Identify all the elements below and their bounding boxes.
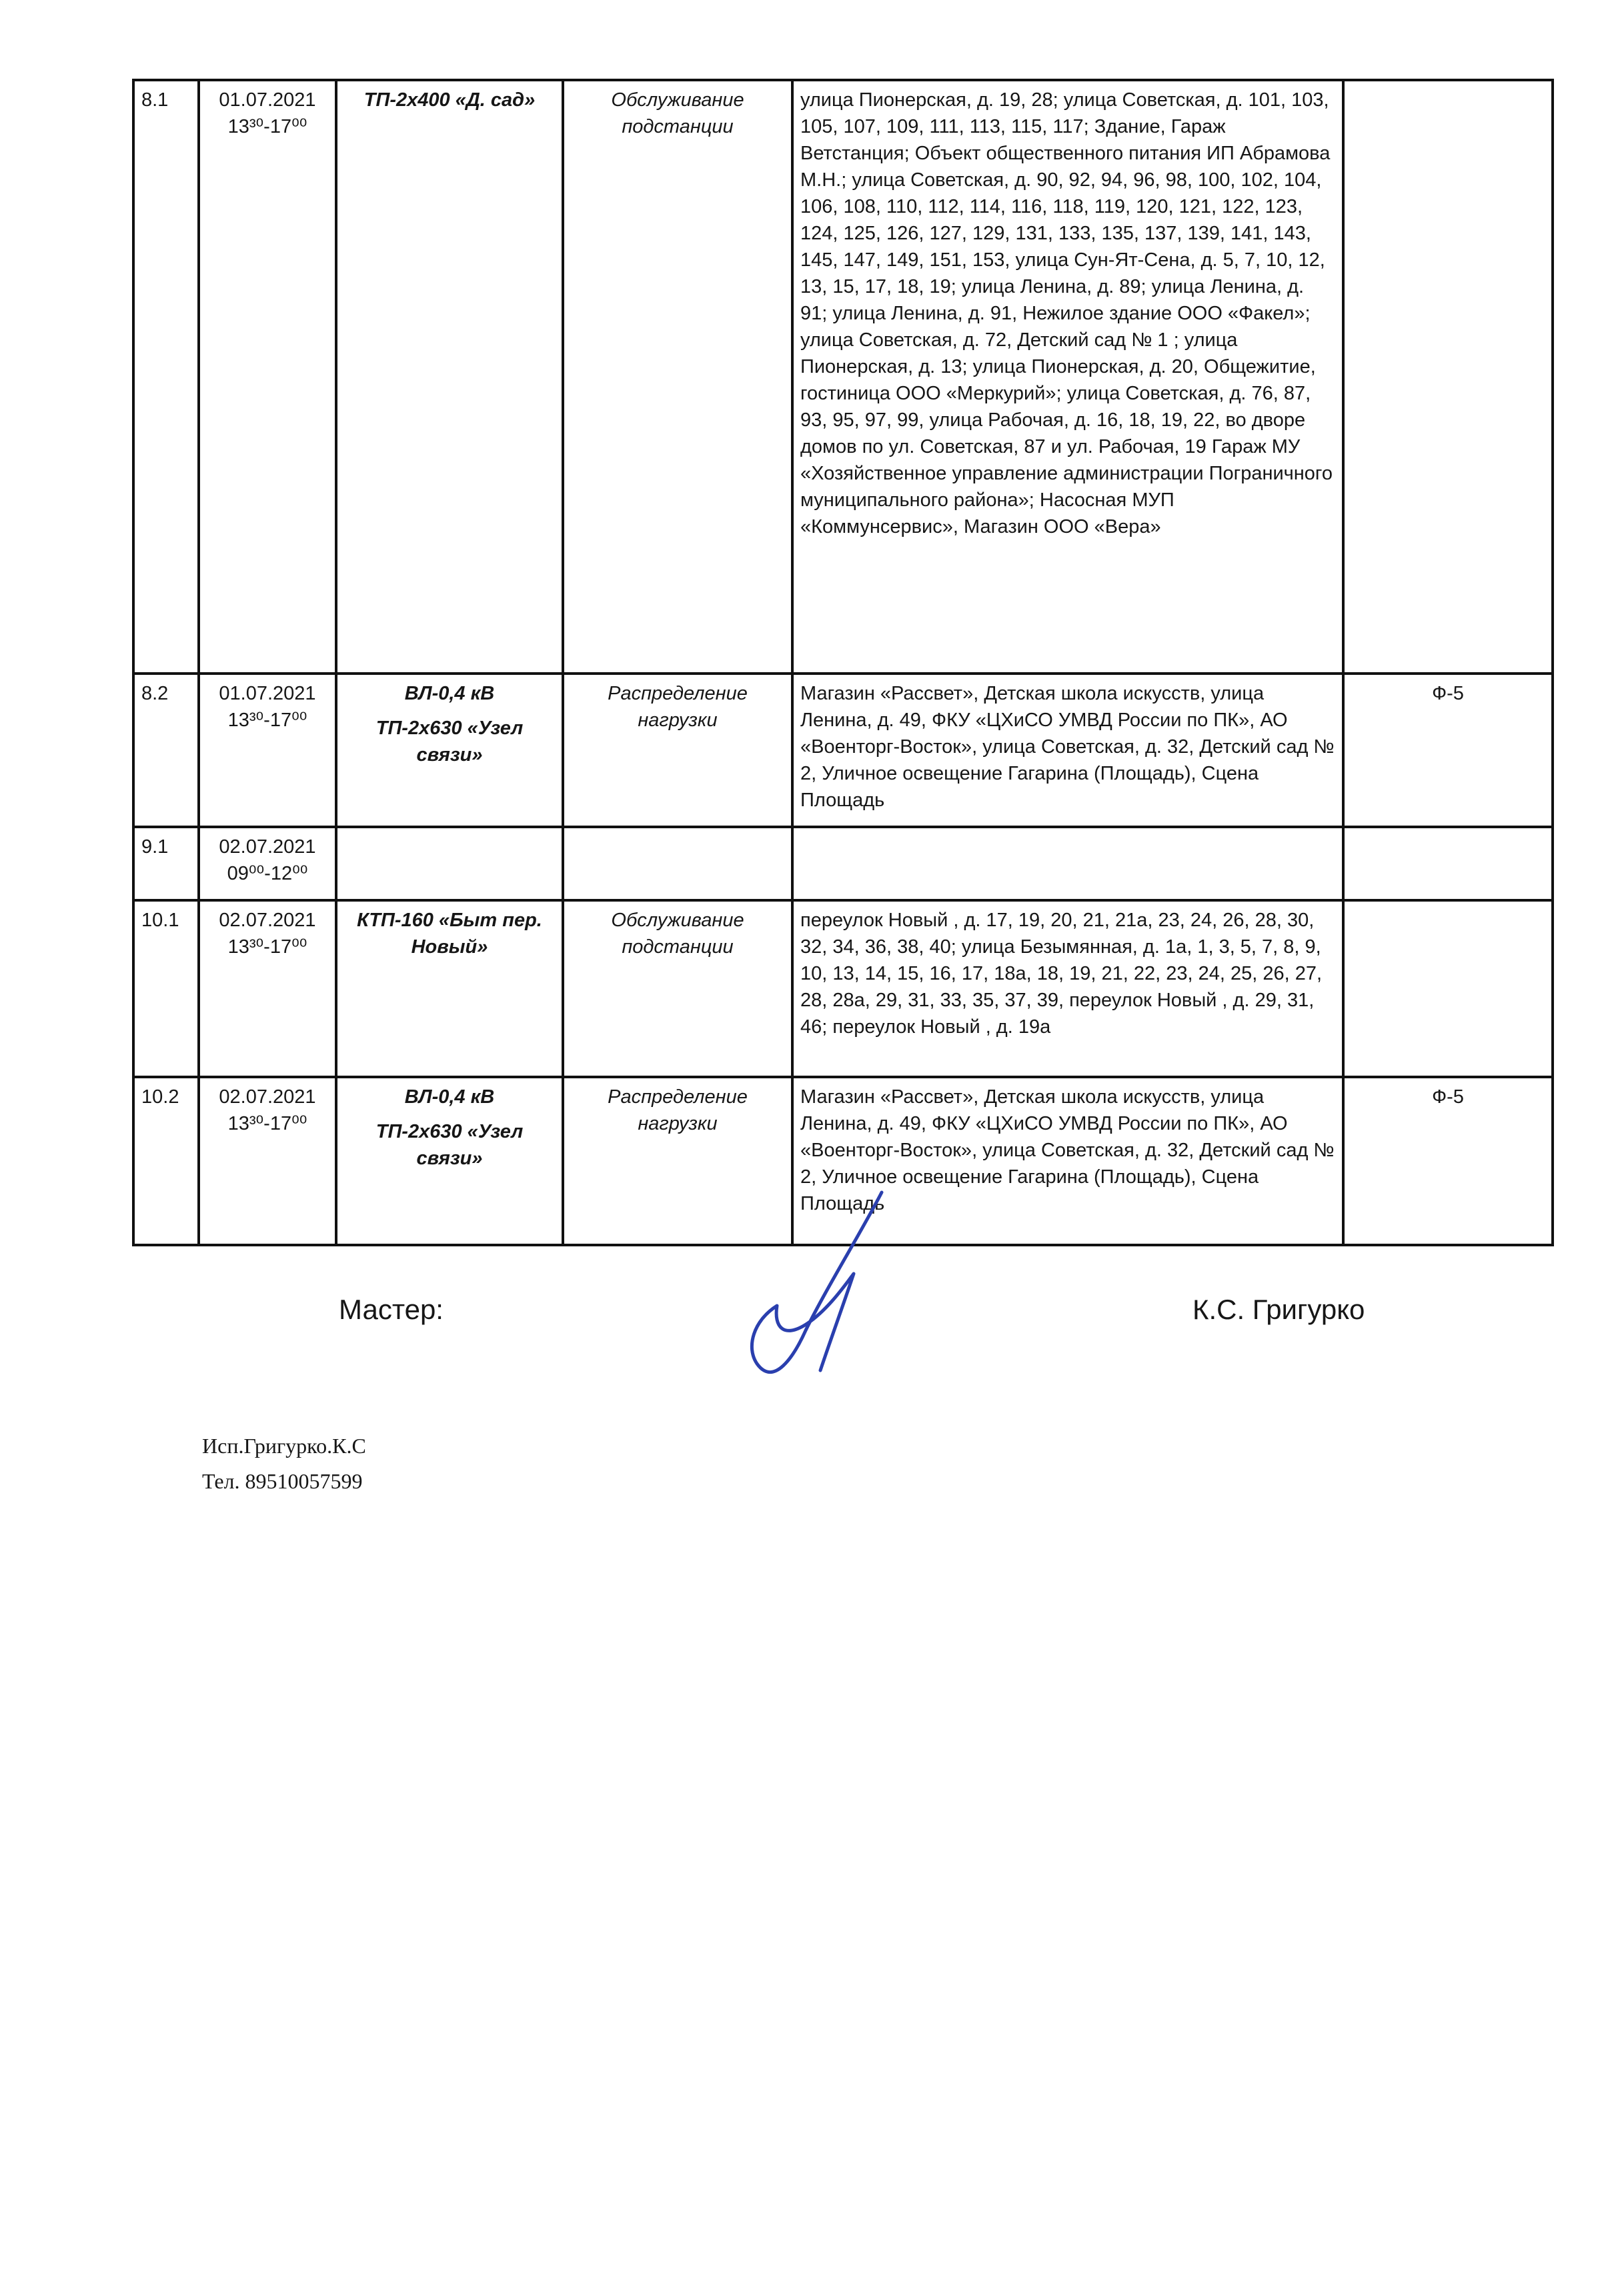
equipment-cell	[336, 900, 563, 1077]
executor-name: Исп.Григурко.К.С	[202, 1434, 366, 1458]
equipment-cell	[336, 80, 563, 674]
feeder-id	[1343, 80, 1553, 674]
equipment-name: ВЛ-0,4 кВ	[404, 683, 495, 704]
consumers-list: переулок Новый , д. 17, 19, 20, 21, 21а, 23, 24, 26, 28, 30, 32, 34, 36, 38, 40; улица Безымянная, д. 1а, 1, 3, 5, 7, 8, 9, 10, 13, 14, 15, 16, 17, 18а, 18, 19, 21, 22, 23, 24, 25, 26, 27, 28, 28а, 29, 31, 33, 35, 37, 39, переулок Новый , д. 29, 31, 46; переулок Новый , д. 19а	[792, 900, 1343, 1077]
equipment-name: ТП-2х630 «Узел связи»	[375, 1121, 524, 1169]
row-number: 10.1	[133, 900, 199, 1077]
handwritten-signature	[727, 1187, 900, 1394]
consumers-list: улица Пионерская, д. 19, 28; улица Советская, д. 101, 103, 105, 107, 109, 111, 113, 115, 117; Здание, Гараж Ветстанция; Объект общественного питания ИП Абрамова М.Н.; улица Советская, д. 90, 92, 94, 96, 98, 100, 102, 104, 106, 108, 110, 112, 114, 116, 118, 119, 120, 121, 122, 123, 124, 125, 126, 127, 129, 131, 133, 135, 137, 139, 141, 143, 145, 147, 149, 151, 153, улица Сун-Ят-Сена, д. 5, 7, 10, 12, 13, 15, 17, 18, 19; улица Ленина, д. 89; улица Ленина, д. 91; улица Ленина, д. 91, Нежилое здание ООО «Факел»; улица Советская, д. 72, Детский сад № 1 ; улица Пионерская, д. 13; улица Пионерская, д. 20, Общежитие, гостиница ООО «Меркурий»; улица Советская, д. 76, 87, 93, 95, 97, 99, улица Рабочая, д. 16, 18, 19, 22, во дворе домов по ул. Советская, 87 и ул. Рабочая, 19 Гараж МУ «Хозяйственное управление администрации Пограничного муниципального района»; Насосная МУП «Коммунсервис», Магазин ООО «Вера»	[792, 80, 1343, 674]
work-type: Обслуживание подстанции	[563, 80, 792, 674]
feeder-id	[1343, 827, 1553, 900]
equipment-cell	[336, 1077, 563, 1245]
row-number: 9.1	[133, 827, 199, 900]
outage-date: 02.07.2021	[219, 836, 316, 858]
outage-date: 01.07.2021	[219, 89, 316, 111]
master-label: Мастер:	[339, 1294, 444, 1325]
feeder-id	[1343, 900, 1553, 1077]
table-row	[133, 674, 1553, 827]
row-number: 8.1	[133, 80, 199, 674]
work-type: Распределение нагрузки	[563, 674, 792, 827]
date-cell	[199, 1077, 336, 1245]
table-row	[133, 900, 1553, 1077]
outage-schedule-table	[132, 79, 1554, 1246]
table-row	[133, 80, 1553, 674]
feeder-id: Ф-5	[1343, 674, 1553, 827]
consumers-list: Магазин «Рассвет», Детская школа искусств, улица Ленина, д. 49, ФКУ «ЦХиСО УМВД России по ПК», АО «Военторг-Восток», улица Советская, д. 32, Детский сад № 2, Уличное освещение Гагарина (Площадь), Сцена Площадь	[792, 1077, 1343, 1245]
row-number: 10.2	[133, 1077, 199, 1245]
work-type	[563, 827, 792, 900]
equipment-cell	[336, 827, 563, 900]
work-type: Распределение нагрузки	[563, 1077, 792, 1245]
executor-phone: Тел. 89510057599	[202, 1469, 363, 1493]
table-row	[133, 827, 1553, 900]
outage-date: 02.07.2021	[219, 1086, 316, 1108]
outage-time: 13³⁰-17⁰⁰	[227, 116, 307, 137]
equipment-name: ТП-2х400 «Д. сад»	[363, 89, 536, 111]
outage-time: 13³⁰-17⁰⁰	[227, 1113, 307, 1134]
outage-time: 13³⁰-17⁰⁰	[227, 936, 307, 958]
date-cell	[199, 900, 336, 1077]
consumers-list	[792, 827, 1343, 900]
row-number: 8.2	[133, 674, 199, 827]
outage-time: 09⁰⁰-12⁰⁰	[227, 863, 308, 884]
date-cell	[199, 674, 336, 827]
equipment-name: ТП-2х630 «Узел связи»	[375, 718, 524, 766]
outage-date: 02.07.2021	[219, 910, 316, 931]
equipment-cell	[336, 674, 563, 827]
date-cell	[199, 827, 336, 900]
equipment-name: ВЛ-0,4 кВ	[404, 1086, 495, 1108]
outage-time: 13³⁰-17⁰⁰	[227, 710, 307, 731]
equipment-name: КТП-160 «Быт пер. Новый»	[357, 910, 542, 958]
consumers-list: Магазин «Рассвет», Детская школа искусств, улица Ленина, д. 49, ФКУ «ЦХиСО УМВД России по ПК», АО «Военторг-Восток», улица Советская, д. 32, Детский сад № 2, Уличное освещение Гагарина (Площадь), Сцена Площадь	[792, 674, 1343, 827]
feeder-id: Ф-5	[1343, 1077, 1553, 1245]
date-cell	[199, 80, 336, 674]
work-type: Обслуживание подстанции	[563, 900, 792, 1077]
outage-date: 01.07.2021	[219, 683, 316, 704]
master-name: К.С. Григурко	[1192, 1294, 1365, 1325]
